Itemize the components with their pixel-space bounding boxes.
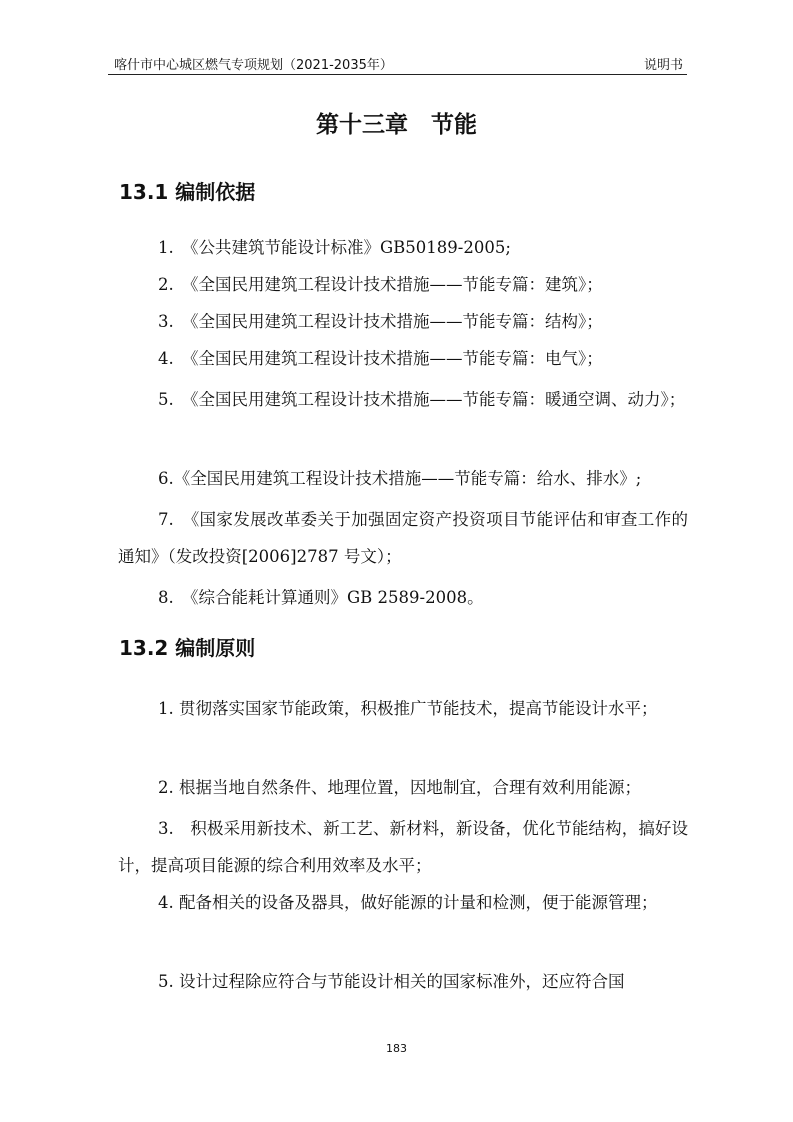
chapter-title: 第十三章 节能: [316, 112, 477, 138]
principle-item-4: 4. 配备相关的设备及器具，做好能源的计量和检测，便于能源管理；: [158, 893, 658, 912]
principle-item-1: 1. 贯彻落实国家节能政策，积极推广节能技术，提高节能设计水平；: [158, 699, 658, 718]
basis-item-7: 7. 《国家发展改革委关于加强固定资产投资项目节能评估和审查工作的通知》（发改投资[2006]2787 号文）；: [118, 510, 688, 566]
header-document-title: 喀什市中心城区燃气专项规划（2021-2035年）: [114, 58, 393, 73]
page-number: 183: [386, 1042, 407, 1055]
basis-item-4: 4. 《全国民用建筑工程设计技术措施——节能专篇：电气》；: [158, 349, 603, 368]
basis-item-5: 5. 《全国民用建筑工程设计技术措施——节能专篇：暖通空调、动力》；: [158, 390, 686, 409]
basis-item-2: 2. 《全国民用建筑工程设计技术措施——节能专篇：建筑》；: [158, 275, 603, 294]
basis-item-6: 6.《全国民用建筑工程设计技术措施——节能专篇：给水、排水》;: [158, 469, 642, 488]
principle-item-3: 3. 积极采用新技术、新工艺、新材料，新设备，优化节能结构，搞好设计，提高项目能源的综合利用效率及水平；: [118, 819, 688, 875]
principle-item-5: 5. 设计过程除应符合与节能设计相关的国家标准外，还应符合国: [158, 972, 625, 991]
basis-item-1: 1. 《公共建筑节能设计标准》GB50189-2005;: [158, 238, 511, 257]
section-heading-principles: 13.2 编制原则: [119, 636, 256, 660]
section-heading-basis: 13.1 编制依据: [119, 180, 256, 204]
page-header: [108, 50, 687, 75]
basis-item-3: 3. 《全国民用建筑工程设计技术措施——节能专篇：结构》；: [158, 312, 603, 331]
header-section-label: 说明书: [643, 58, 683, 73]
basis-item-8: 8. 《综合能耗计算通则》GB 2589-2008。: [158, 588, 484, 607]
principle-item-2: 2. 根据当地自然条件、地理位置，因地制宜，合理有效利用能源；: [158, 778, 641, 797]
